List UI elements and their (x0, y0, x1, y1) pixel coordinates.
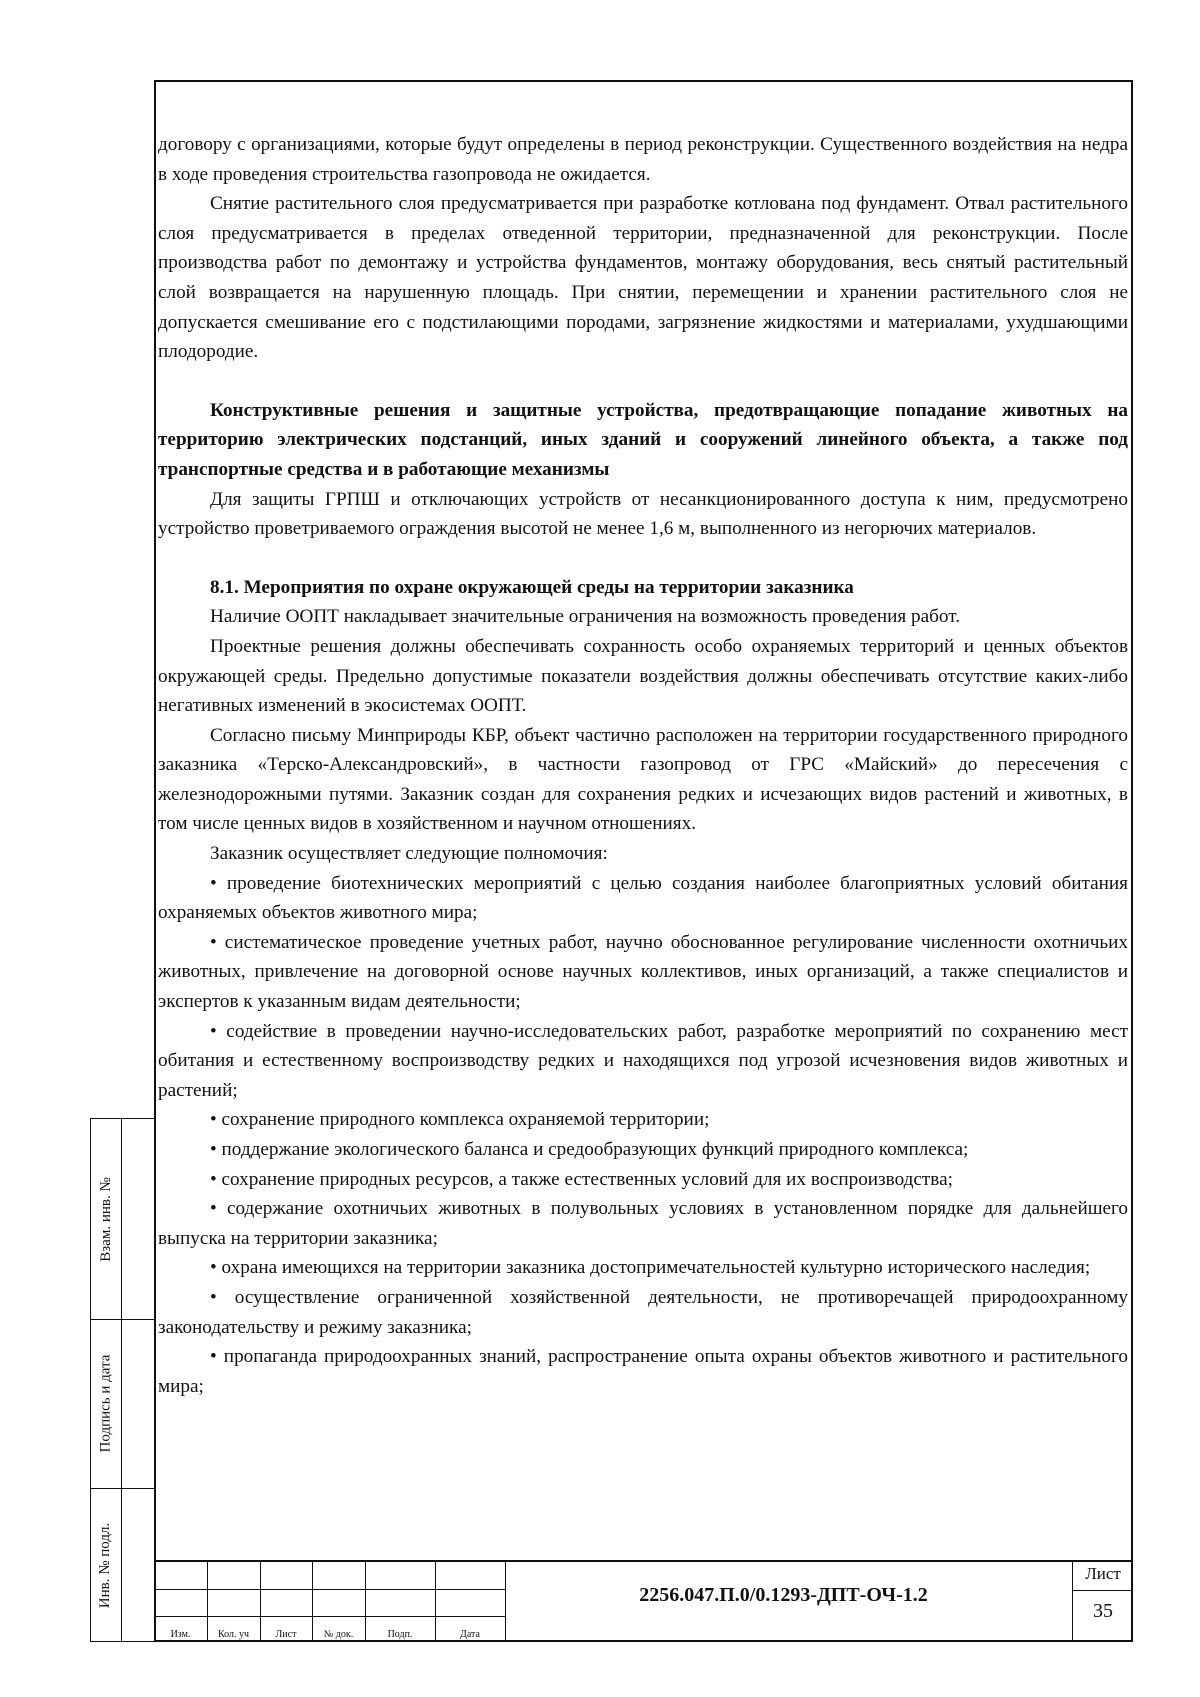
paragraph: • осуществление ограниченной хозяйственной деятельности, не противоречащей природоохранному законодательству и режиму заказника; (158, 1286, 1128, 1338)
document-body (158, 130, 1128, 1401)
paragraph: Согласно письму Минприроды КБР, объект частично расположен на территории государственного природного заказника «Терско-Александровский», в частности газопровод от ГРС «Майский» до пересечения с железнодорожными путями. Заказник создан для сохранения редких и исчезающих видов растений и животных, в том числе ценных видов в хозяйственном и научном отношениях. (158, 724, 1128, 835)
sheet-number: 35 (1093, 1600, 1113, 1622)
paragraph: • проведение биотехнических мероприятий с целью создания наиболее благоприятных условий обитания охраняемых объектов животного мира; (158, 872, 1128, 924)
side-stamp (90, 1118, 154, 1642)
side-label-inv: Инв. № подл. (97, 1522, 114, 1609)
col-kol: Кол. уч (217, 1629, 250, 1640)
col-izm: Изм. (170, 1629, 191, 1640)
paragraph: • пропаганда природоохранных знаний, распространение опыта охраны объектов животного и растительного мира; (158, 1346, 1128, 1397)
section-heading: 8.1. Мероприятия по охране окружающей среды на территории заказника (210, 576, 854, 598)
paragraph: • содержание охотничьих животных в полувольных условиях в установленном порядке для дальнейшего выпуска на территории заказника; (158, 1198, 1128, 1249)
paragraph: Заказник осуществляет следующие полномочия: (210, 843, 608, 865)
paragraph: Наличие ООПТ накладывает значительные ограничения на возможность проведения работ. (210, 606, 960, 628)
paragraph: • поддержание экологического баланса и средообразующих функций природного комплекса; (210, 1139, 969, 1160)
section-heading: Конструктивные решения и защитные устройства, предотвращающие попадание животных на территорию электрических подстанций, иных зданий и сооружений линейного объекта, а также под транспортные средства и в работающие механизмы (158, 399, 1128, 480)
side-label-vzam: Взам. инв. № (97, 1176, 114, 1262)
document-code: 2256.047.П.0/0.1293-ДПТ-ОЧ-1.2 (639, 1584, 928, 1606)
paragraph: • систематическое проведение учетных работ, научно обоснованное регулирование численности охотничьих животных, привлечение на договорной основе научных коллективов, иных организаций, а также специалистов и экспертов к указанным видам деятельности; (158, 931, 1128, 1013)
paragraph: Проектные решения должны обеспечивать сохранность особо охраняемых территорий и ценных объектов окружающей среды. Предельно допустимые показатели воздействия должны обеспечивать отсутствие каких-либо негативных изменений в экосистемах ООПТ. (158, 635, 1128, 717)
paragraph: договору с организациями, которые будут определены в период реконструкции. Существенного воздействия на недра в ходе проведения строительства газопровода не ожидается. (158, 134, 1128, 185)
title-block (154, 1560, 1133, 1642)
col-data: Дата (460, 1629, 480, 1640)
side-label-podpis: Подпись и дата (97, 1354, 114, 1453)
col-ndok: № док. (323, 1629, 354, 1640)
paragraph: • сохранение природного комплекса охраняемой территории; (210, 1109, 710, 1131)
sheet-label: Лист (1085, 1564, 1121, 1583)
paragraph: • сохранение природных ресурсов, а также естественных условий для их воспроизводства; (210, 1168, 953, 1190)
col-podp: Подп. (387, 1629, 413, 1640)
paragraph: • содействие в проведении научно-исследовательских работ, разработке мероприятий по сохранению мест обитания и естественному воспроизводству редких и находящихся под угрозой исчезновения видов животных и растений; (158, 1020, 1128, 1101)
col-list: Лист (275, 1629, 297, 1640)
paragraph: • охрана имеющихся на территории заказника достопримечательностей культурно исторического наследия; (210, 1257, 1091, 1279)
paragraph: Для защиты ГРПШ и отключающих устройств от несанкционированного доступа к ним, предусмотрено устройство проветриваемого ограждения высотой не менее 1,6 м, выполненного из негорючих материалов. (158, 488, 1128, 540)
paragraph: Снятие растительного слоя предусматривается при разработке котлована под фундамент. Отвал растительного слоя предусматривается в пределах отведенной территории, предназначенной для реконструкции. После производства работ по демонтажу и устройства фундаментов, монтажу оборудования, весь снятый растительный слой возвращается на нарушенную площадь. При снятии, перемещении и хранении растительного слоя не допускается смешивание его с подстилающими породами, загрязнение жидкостями и материалами, ухудшающими плодородие. (158, 193, 1128, 363)
